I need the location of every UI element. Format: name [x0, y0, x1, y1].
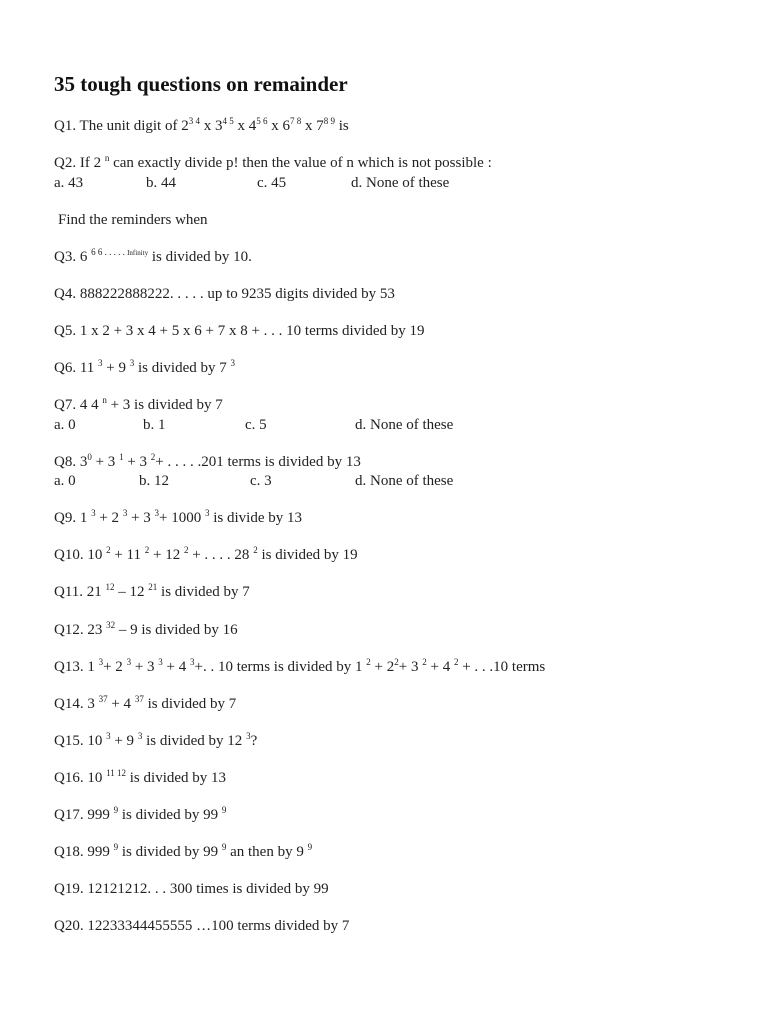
- question-20: Q20. 12233344455555 …100 terms divided by 7: [54, 918, 350, 934]
- question-17: Q17. 999 $^9$ is divided by 99 $^9$: [54, 805, 227, 823]
- question-4: Q4. 888222888222. . . . . up to 9235 digits divided by 53: [54, 286, 395, 302]
- question-13: Q13. 1 $^3$+ 2 $^3$ + 3 $^3$ + 4 $^3$+. . 10 terms is divided by 1 $^2 + 2^2+ 3$ $^2$ + 4 $^2$ + . . .10 terms: [54, 657, 546, 675]
- question-8-options: [54, 472, 453, 490]
- question-6: Q6. 11 $^3$ + 9 $^3$ is divided by 7 $^3$: [54, 358, 235, 376]
- section-heading: Find the reminders when: [58, 212, 208, 228]
- question-14: Q14. 3 $^{37}$ + 4 $^{37}$ is divided by 7: [54, 694, 237, 712]
- question-12: Q12. 23 $^{32}$ – 9 is divided by 16: [54, 620, 238, 638]
- question-19: Q19. 12121212. . . 300 times is divided by 99: [54, 881, 329, 897]
- question-1: Q1. The unit digit of $2^{3 4}$ x $3^{4 5}$ x $4^{5 6}$ x $6^{7 8}$ x $7^{8 9}$ is: [54, 116, 349, 134]
- question-18: Q18. 999 $^9$ is divided by 99 $^9$ an then by 9 $^9$: [54, 842, 313, 860]
- option-b: b. 44: [146, 175, 176, 191]
- option-d: d. None of these: [355, 417, 454, 433]
- question-5: Q5. 1 x 2 + 3 x 4 + 5 x 6 + 7 x 8 + . . . 10 terms divided by 19: [54, 323, 425, 339]
- option-b: b. 12: [139, 473, 169, 489]
- question-8: Q8. $3^0 + 3$ $^1$ + 3 $^2$+ . . . . .201 terms is divided by 13: [54, 452, 361, 470]
- page-title: 35 tough questions on remainder: [54, 72, 348, 96]
- option-d: d. None of these: [355, 473, 454, 489]
- question-9: Q9. 1 $^3$ + 2 $^3$ + 3 $^3$+ 1000 $^3$ is divide by 13: [54, 508, 302, 526]
- option-c: c. 45: [257, 175, 287, 191]
- question-2-options: [54, 174, 449, 192]
- option-d: d. None of these: [351, 175, 450, 191]
- question-2: Q2. If 2 $^n$ can exactly divide p! then the value of n which is not possible :: [54, 153, 492, 171]
- option-a: a. 0: [54, 473, 76, 489]
- option-b: b. 1: [143, 417, 166, 433]
- question-7: Q7. 4 4 $^n$ + 3 is divided by 7: [54, 395, 223, 413]
- option-a: a. 43: [54, 175, 84, 191]
- question-11: Q11. 21 $^{12}$ – 12 $^{21}$ is divided by 7: [54, 582, 250, 600]
- option-c: c. 5: [245, 417, 267, 433]
- question-3: Q3. 6 $^{6 6 . . . . .}$ $^{Infinity}$ is divided by 10.: [54, 247, 252, 265]
- option-a: a. 0: [54, 417, 76, 433]
- option-c: c. 3: [250, 473, 272, 489]
- question-10: Q10. 10 $^2$ + 11 $^2$ + 12 $^2$ + . . . . 28 $^2$ is divided by 19: [54, 545, 358, 563]
- question-16: Q16. 10 $^{11 12}$ is divided by 13: [54, 768, 227, 786]
- question-7-options: [54, 416, 453, 434]
- question-15: Q15. 10 $^3$ + 9 $^3$ is divided by 12 $^3$?: [54, 731, 258, 749]
